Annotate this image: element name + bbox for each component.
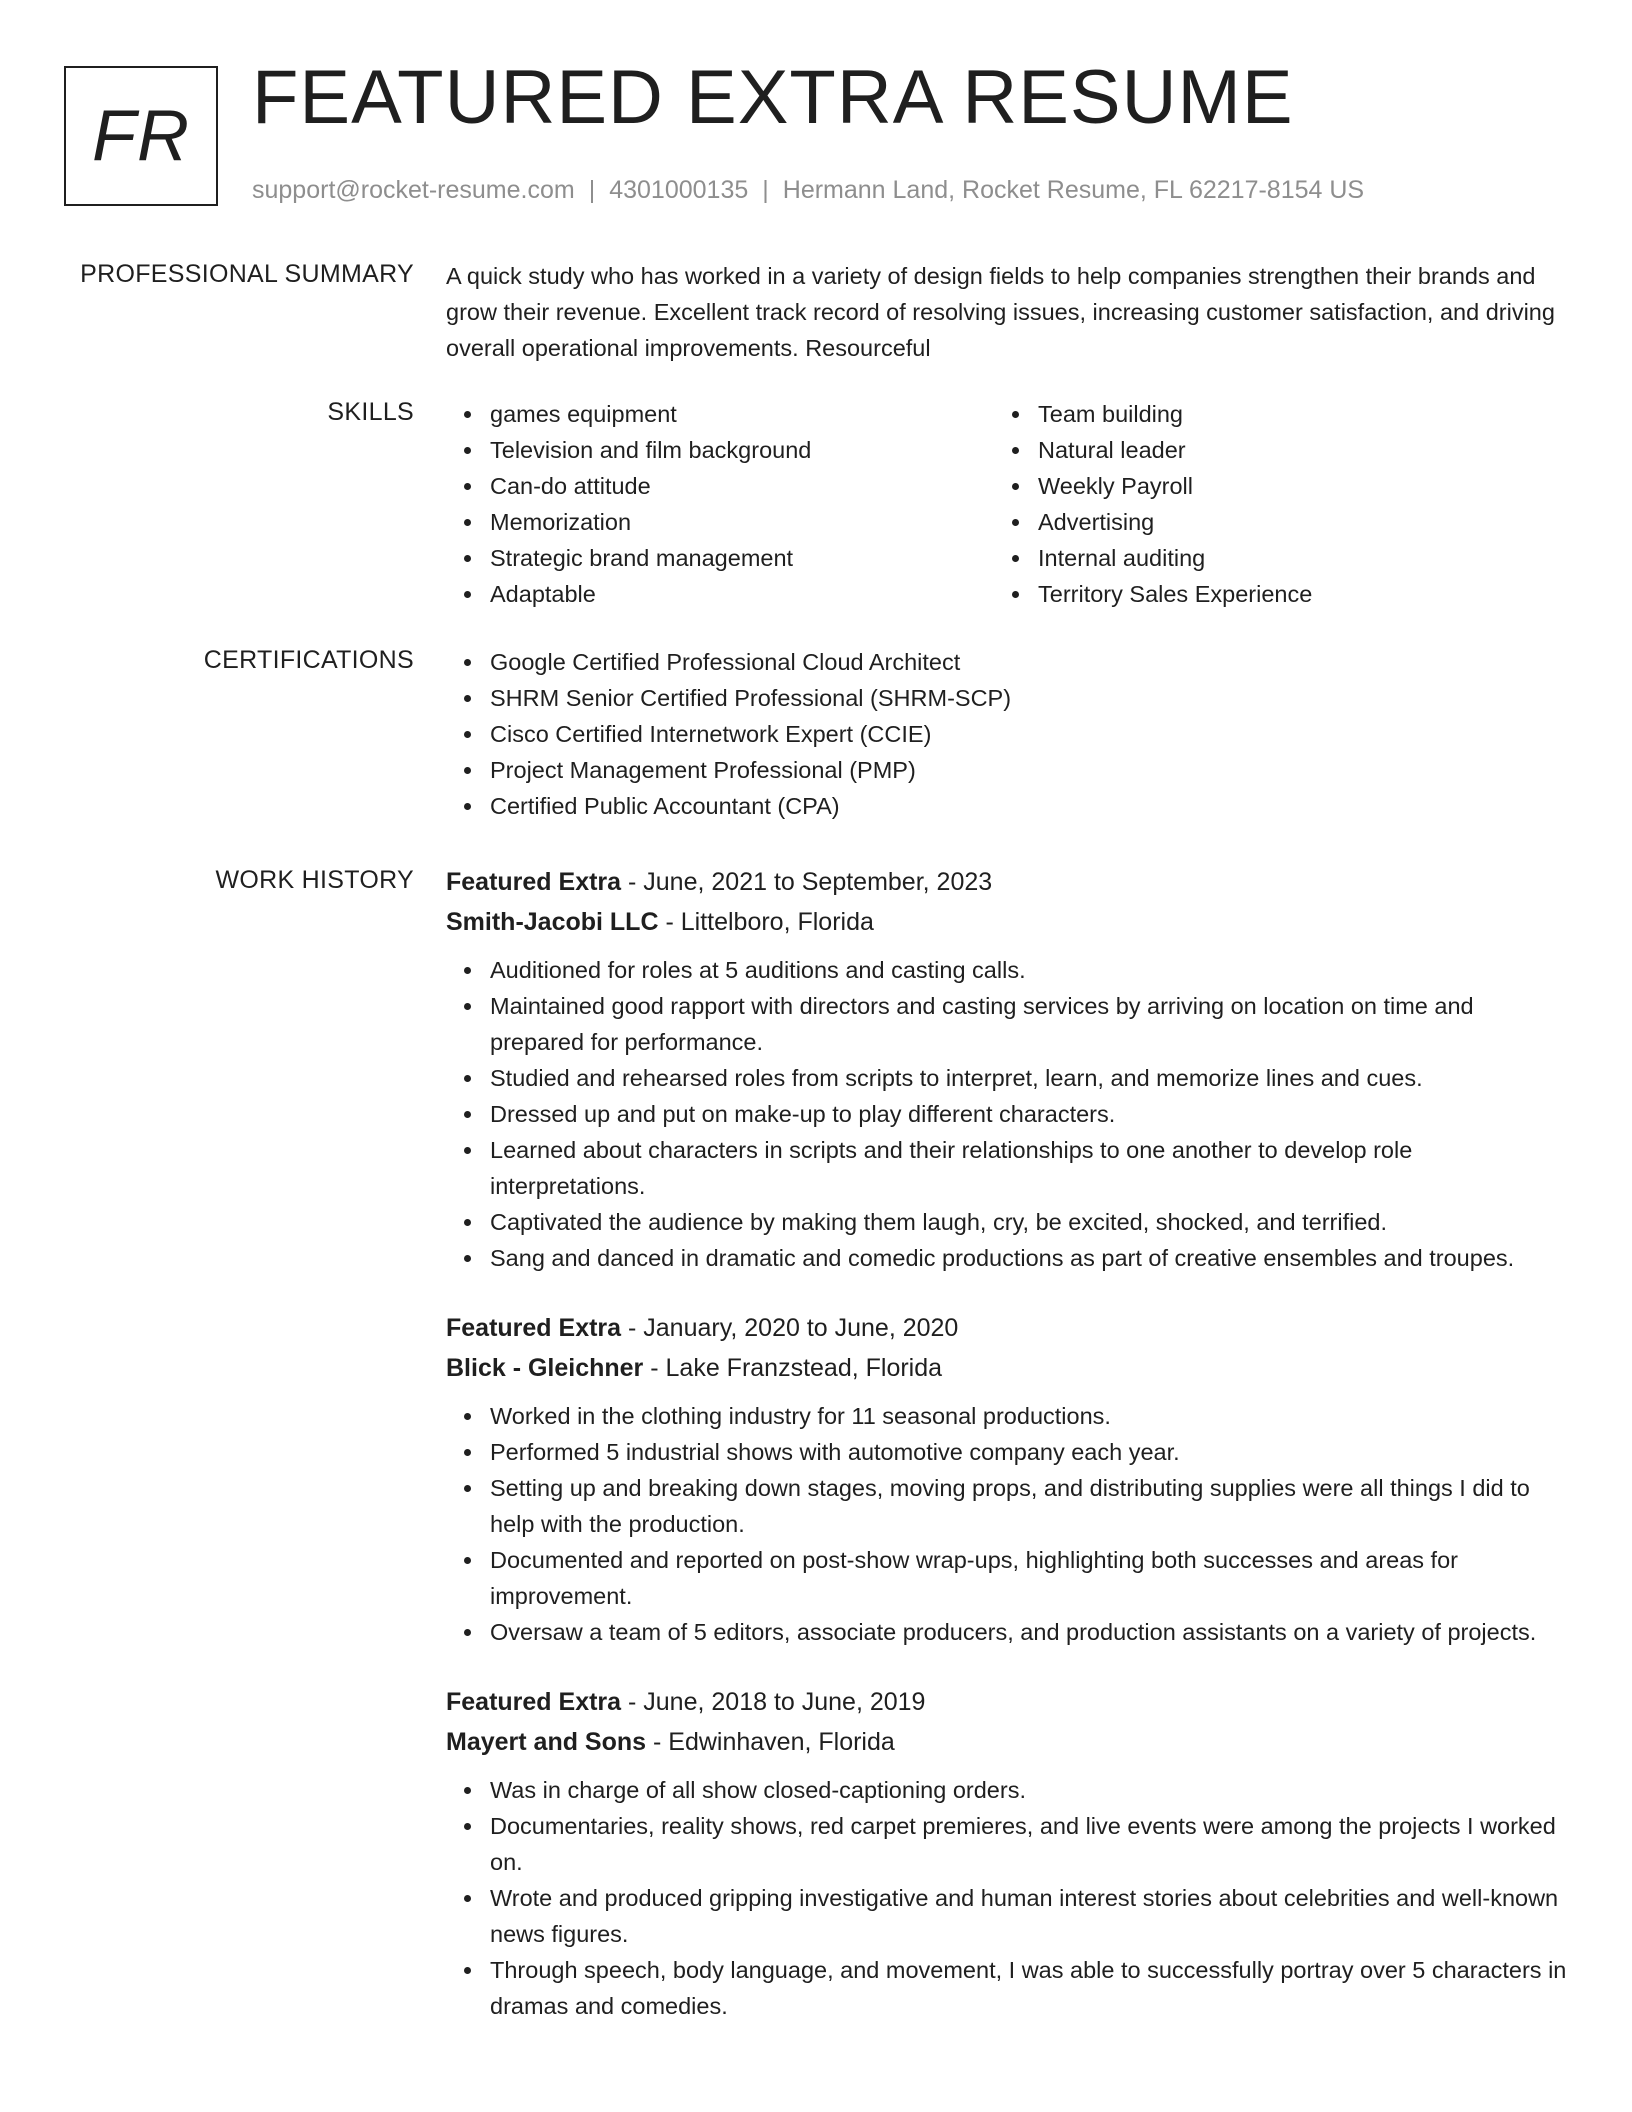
job-bullet: Wrote and produced gripping investigative and human interest stories about celebrities and well-known news figures. xyxy=(446,1880,1570,1952)
job-role: Featured Extra xyxy=(446,1688,622,1716)
job-bullet: Worked in the clothing industry for 11 seasonal productions. xyxy=(446,1398,1570,1434)
monogram-badge xyxy=(64,66,218,206)
contact-phone: 4301000135 xyxy=(609,176,749,204)
job-bullet: Oversaw a team of 5 editors, associate producers, and production assistants on a variety of projects. xyxy=(446,1614,1570,1650)
job-bullet: Auditioned for roles at 5 auditions and casting calls. xyxy=(446,952,1570,988)
job-bullets xyxy=(446,952,1570,1276)
contact-separator: | xyxy=(762,176,769,204)
skills-list-left xyxy=(446,396,994,612)
skills-body xyxy=(446,396,1570,612)
job-company-line xyxy=(446,902,1570,942)
skill-item: Can-do attitude xyxy=(446,468,994,504)
job-entry xyxy=(446,1682,1570,2024)
job-bullets xyxy=(446,1772,1570,2024)
contact-separator: | xyxy=(588,176,596,204)
skill-item: Television and film background xyxy=(446,432,994,468)
job-entry xyxy=(446,862,1570,1276)
job-bullet: Documented and reported on post-show wrap-ups, highlighting both successes and areas for improvement. xyxy=(446,1542,1570,1614)
skill-item: games equipment xyxy=(446,396,994,432)
summary-text: A quick study who has worked in a variety of design fields to help companies strengthen their brands and grow their revenue. Excellent track record of resolving issues, increasing customer satisfaction, and driving overall operational improvements. Resourceful xyxy=(446,263,1555,361)
job-company: Mayert and Sons xyxy=(446,1728,647,1756)
certification-item: Project Management Professional (PMP) xyxy=(446,752,1570,788)
job-bullet: Studied and rehearsed roles from scripts to interpret, learn, and memorize lines and cues. xyxy=(446,1060,1570,1096)
job-company: Smith-Jacobi LLC xyxy=(446,908,659,936)
job-bullet: Learned about characters in scripts and their relationships to one another to develop role interpretations. xyxy=(446,1132,1570,1204)
job-bullet: Was in charge of all show closed-captioning orders. xyxy=(446,1772,1570,1808)
job-company-line xyxy=(446,1348,1570,1388)
skill-item: Advertising xyxy=(994,504,1542,540)
job-bullet: Performed 5 industrial shows with automotive company each year. xyxy=(446,1434,1570,1470)
skill-item: Strategic brand management xyxy=(446,540,994,576)
monogram-initials: FR xyxy=(92,96,190,176)
skill-item: Internal auditing xyxy=(994,540,1542,576)
certification-item: SHRM Senior Certified Professional (SHRM-SCP) xyxy=(446,680,1570,716)
certifications-body xyxy=(446,644,1570,824)
job-location: - Lake Franzstead, Florida xyxy=(643,1354,943,1382)
skill-item: Team building xyxy=(994,396,1542,432)
job-company-line xyxy=(446,1722,1570,1762)
job-dates: - January, 2020 to June, 2020 xyxy=(621,1314,959,1342)
job-bullet: Sang and danced in dramatic and comedic productions as part of creative ensembles and troupes. xyxy=(446,1240,1570,1276)
job-bullet: Maintained good rapport with directors and casting services by arriving on location on time and prepared for performance. xyxy=(446,988,1570,1060)
job-bullet: Documentaries, reality shows, red carpet premieres, and live events were among the projects I worked on. xyxy=(446,1808,1570,1880)
job-role: Featured Extra xyxy=(446,1314,622,1342)
job-bullet: Dressed up and put on make-up to play different characters. xyxy=(446,1096,1570,1132)
summary-heading: PROFESSIONAL SUMMARY xyxy=(80,260,414,288)
job-dates: - June, 2021 to September, 2023 xyxy=(621,868,993,896)
certification-item: Google Certified Professional Cloud Architect xyxy=(446,644,1570,680)
job-title-line xyxy=(446,1308,1570,1348)
job-company: Blick - Gleichner xyxy=(446,1354,644,1382)
job-entry xyxy=(446,1308,1570,1650)
certification-item: Cisco Certified Internetwork Expert (CCIE) xyxy=(446,716,1570,752)
contact-address: Hermann Land, Rocket Resume, FL 62217-8154 US xyxy=(782,176,1365,204)
job-dates: - June, 2018 to June, 2019 xyxy=(621,1688,926,1716)
work-history-body xyxy=(446,862,1570,2056)
job-bullet: Captivated the audience by making them laugh, cry, be excited, shocked, and terrified. xyxy=(446,1204,1570,1240)
skill-item: Weekly Payroll xyxy=(994,468,1542,504)
certifications-heading: CERTIFICATIONS xyxy=(203,646,414,674)
skills-list-right xyxy=(994,396,1542,612)
job-location: - Littelboro, Florida xyxy=(658,908,874,936)
job-role: Featured Extra xyxy=(446,868,622,896)
job-title-line xyxy=(446,862,1570,902)
job-bullet: Through speech, body language, and movement, I was able to successfully portray over 5 characters in dramas and comedies. xyxy=(446,1952,1570,2024)
work-history-heading: WORK HISTORY xyxy=(215,866,414,894)
resume-name: FEATURED EXTRA RESUME xyxy=(252,55,1294,140)
skills-heading: SKILLS xyxy=(327,398,414,426)
skill-item: Natural leader xyxy=(994,432,1542,468)
skill-item: Territory Sales Experience xyxy=(994,576,1542,612)
job-bullet: Setting up and breaking down stages, moving props, and distributing supplies were all things I did to help with the production. xyxy=(446,1470,1570,1542)
job-location: - Edwinhaven, Florida xyxy=(646,1728,895,1756)
skill-item: Adaptable xyxy=(446,576,994,612)
contact-email: support@rocket-resume.com xyxy=(252,176,575,204)
job-bullets xyxy=(446,1398,1570,1650)
job-title-line xyxy=(446,1682,1570,1722)
certification-item: Certified Public Accountant (CPA) xyxy=(446,788,1570,824)
skill-item: Memorization xyxy=(446,504,994,540)
certifications-list xyxy=(446,644,1570,824)
contact-line xyxy=(252,176,1364,205)
